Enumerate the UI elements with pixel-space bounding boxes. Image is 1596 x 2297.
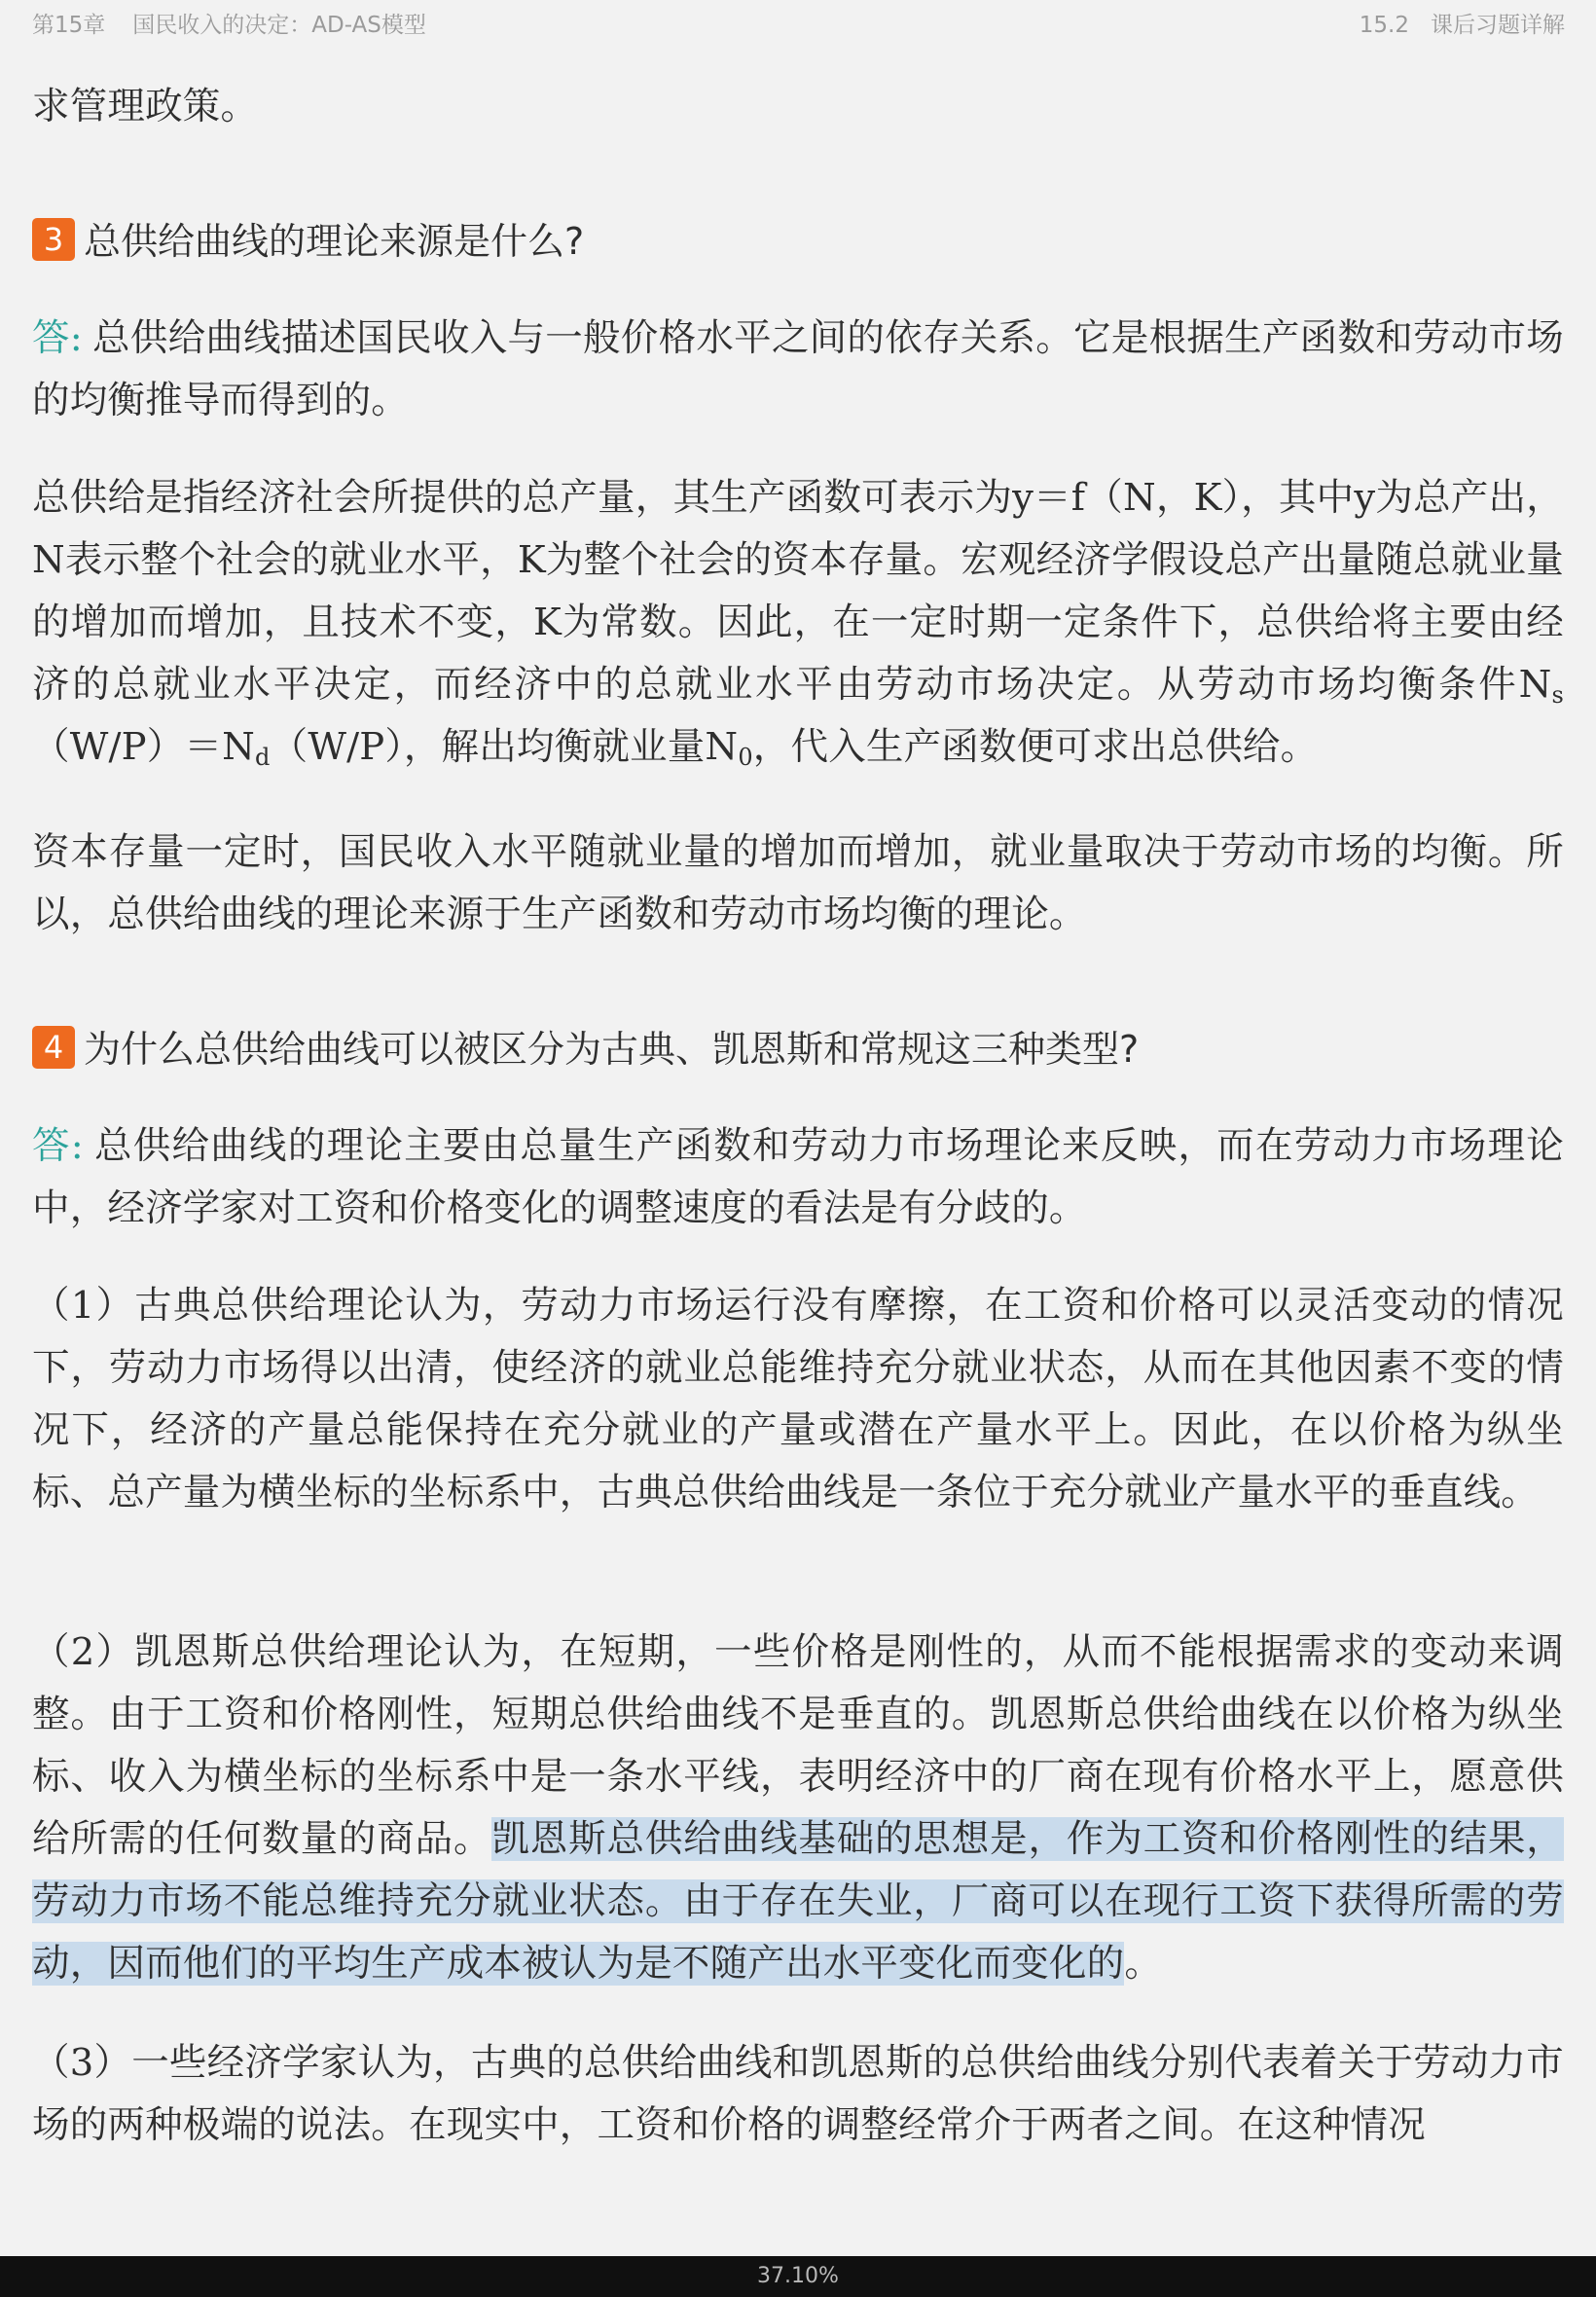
question-number-badge: 4 bbox=[32, 1026, 75, 1069]
question-text: 为什么总供给曲线可以被区分为古典、凯恩斯和常规这三种类型? bbox=[84, 1028, 1140, 1071]
subscript-s: s bbox=[1551, 681, 1564, 709]
answer-text: 总供给曲线描述国民收入与一般价格水平之间的依存关系。它是根据生产函数和劳动市场的均衡推导而得到的。 bbox=[32, 316, 1564, 422]
chapter-heading bbox=[32, 7, 426, 39]
question-text: 总供给曲线的理论来源是什么? bbox=[84, 220, 585, 263]
paragraph-text: ，代入生产函数便可求出总供给。 bbox=[752, 725, 1319, 769]
chapter-title: 国民收入的决定：AD-AS模型 bbox=[132, 13, 426, 38]
running-header bbox=[0, 0, 1596, 43]
chapter-number: 第15章 bbox=[32, 13, 106, 38]
answer-text: 总供给曲线的理论主要由总量生产函数和劳动力市场理论来反映，而在劳动力市场理论中，经济学家对工资和价格变化的调整速度的看法是有分歧的。 bbox=[32, 1124, 1564, 1230]
question-3-answer bbox=[32, 308, 1564, 432]
section-number: 15.2 bbox=[1359, 13, 1409, 38]
reading-progress-bar bbox=[0, 2256, 1596, 2297]
question-4-paragraph-3: （3）一些经济学家认为，古典的总供给曲线和凯恩斯的总供给曲线分别代表着关于劳动力市场的两种极端的说法。在现实中，工资和价格的调整经常介于两者之间。在这种情况 bbox=[32, 2041, 1564, 2147]
paragraph-text: 总供给是指经济社会所提供的总产量，其生产函数可表示为y＝f（N，K），其中y为总产出，N表示整个社会的就业水平，K为整个社会的资本存量。宏观经济学假设总产出量随总就业量的增加而增加，且技术不变，K为常数。因此，在一定时期一定条件下，总供给将主要由经济的总就业水平决定，而经济中的总就业水平由劳动市场决定。从劳动市场均衡条件N bbox=[32, 476, 1564, 707]
paragraph-text: （W/P）＝N bbox=[32, 725, 256, 769]
answer-label: 答: bbox=[32, 316, 83, 360]
subscript-d: d bbox=[255, 744, 271, 771]
section-title: 课后习题详解 bbox=[1431, 13, 1565, 38]
paragraph-text: （W/P），解出均衡就业量N bbox=[270, 725, 739, 769]
paragraph-text: 。 bbox=[1124, 1942, 1163, 1986]
section-heading bbox=[1360, 7, 1565, 39]
paragraph-text: （2）凯恩斯总供给理论认为，在短期，一些价格是刚性的，从而不能根据需求的变动来调整。由于工资和价格刚性，短期总供给曲线不是垂直的。凯恩斯总供给曲线在以价格为纵坐标、收入为横坐标的坐标系中是一条水平线，表明经济中的厂商在现有价格水平上，愿意供给所需的任何数量的商品。 bbox=[32, 1630, 1564, 1861]
subscript-0: 0 bbox=[738, 744, 753, 771]
question-4-paragraph-1: （1）古典总供给理论认为，劳动力市场运行没有摩擦，在工资和价格可以灵活变动的情况下，劳动力市场得以出清，使经济的就业总能维持充分就业状态，从而在其他因素不变的情况下，经济的产量总能保持在充分就业的产量或潜在产量水平上。因此，在以价格为纵坐标、总产量为横坐标的坐标系中，古典总供给曲线是一条位于充分就业产量水平的垂直线。 bbox=[32, 1284, 1564, 1514]
intro-tail-text: 求管理政策。 bbox=[32, 85, 259, 128]
question-number-badge: 3 bbox=[32, 218, 75, 261]
question-3-paragraph-2: 资本存量一定时，国民收入水平随就业量的增加而增加，就业量取决于劳动市场的均衡。所以，总供给曲线的理论来源于生产函数和劳动市场均衡的理论。 bbox=[32, 830, 1564, 936]
text-highlight[interactable]: 凯恩斯总供给曲线基础的思想是，作为工资和价格刚性的结果，劳动力市场不能总维持充分就业状态。由于存在失业，厂商可以在现行工资下获得所需的劳动，因而他们的平均生产成本被认为是不随产出水平变化而变化的 bbox=[32, 1817, 1564, 1986]
question-4-paragraph-2 bbox=[32, 1622, 1564, 1995]
answer-label: 答: bbox=[32, 1124, 84, 1168]
question-4-answer bbox=[32, 1115, 1564, 1240]
question-4-title bbox=[32, 1018, 1564, 1080]
question-3-paragraph-1 bbox=[32, 467, 1564, 779]
question-3-title bbox=[32, 210, 1564, 273]
reading-progress: 37.10% bbox=[757, 2264, 839, 2288]
